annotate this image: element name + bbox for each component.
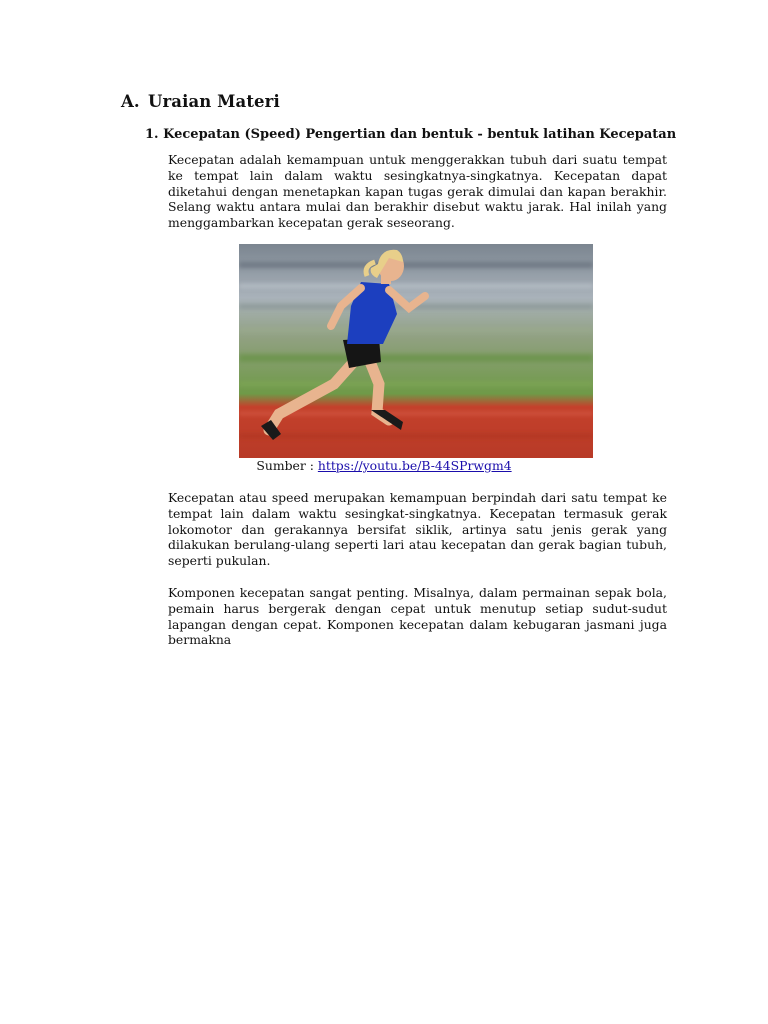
caption-prefix: Sumber : bbox=[256, 458, 318, 473]
figure-caption bbox=[0, 458, 768, 473]
section-heading bbox=[121, 92, 280, 111]
paragraph-component: Komponen kecepatan sangat penting. Misalnya, dalam permainan sepak bola, pemain harus bergerak dengan cepat untuk menutup setiap sudut-sudut lapangan dengan cepat. Komponen kecepatan dalam kebugaran jasmani juga bermakna bbox=[168, 585, 667, 648]
source-link[interactable]: https://youtu.be/B-44SPrwgm4 bbox=[317, 458, 512, 473]
subsection-heading: 1. Kecepatan (Speed) Pengertian dan bentuk - bentuk latihan Kecepatan bbox=[145, 127, 677, 142]
paragraph-definition: Kecepatan adalah kemampuan untuk menggerakkan tubuh dari suatu tempat ke tempat lain dalam waktu sesingkatnya-singkatnya. Kecepatan dapat diketahui dengan menetapkan kapan tugas gerak dimulai dan kapan berakhir. Selang waktu antara mulai dan berakhir disebut waktu jarak. Hal inilah yang menggambarkan kecepatan gerak seseorang. bbox=[168, 152, 667, 231]
section-title: Uraian Materi bbox=[148, 92, 280, 111]
paragraph-speed: Kecepatan atau speed merupakan kemampuan berpindah dari satu tempat ke tempat lain dalam waktu sesingkat-singkatnya. Kecepatan termasuk gerak lokomotor dan gerakannya bersifat siklik, artinya satu jenis gerak yang dilakukan berulang-ulang seperti lari atau kecepatan dan gerak bagian tubuh, seperti pukulan. bbox=[168, 490, 667, 569]
sprinter-photo bbox=[239, 244, 593, 458]
section-letter: A. bbox=[121, 92, 140, 111]
